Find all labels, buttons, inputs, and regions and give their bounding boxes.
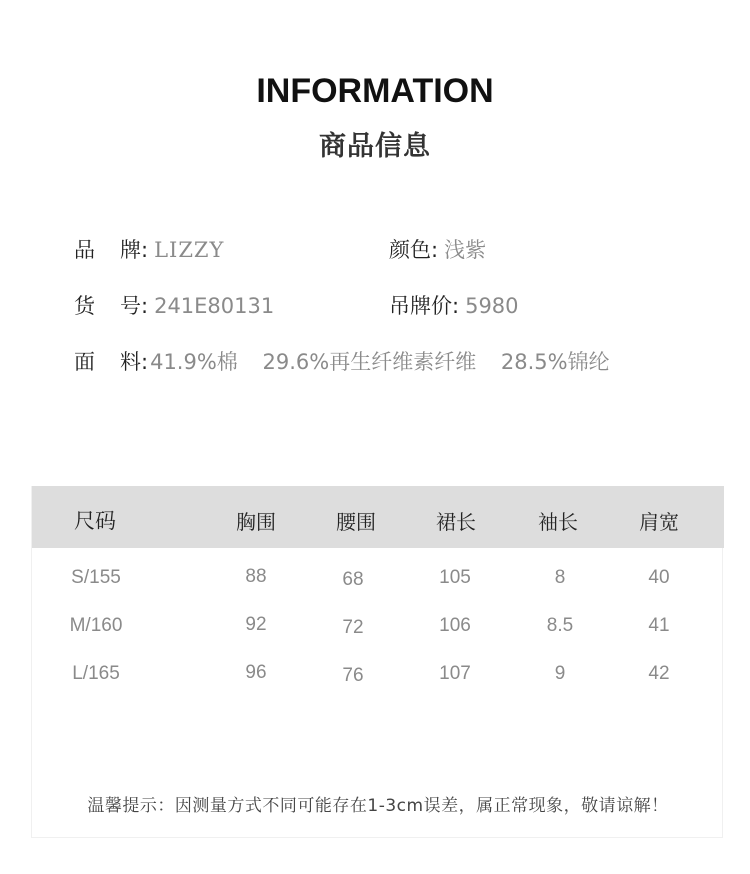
table-cell-waist: 76 [342,665,364,686]
brand-value: LIZZY [154,238,225,262]
measurement-note: 温馨提示：因测量方式不同可能存在1-3cm误差，属正常现象，敬请谅解！ [87,796,669,816]
size-table-header [32,486,724,548]
table-cell-sleeve: 8 [554,567,566,588]
table-cell-shoulder: 42 [648,663,670,684]
info-tag-price [389,290,519,320]
header-bust: 胸围 [236,510,276,534]
table-cell-waist: 72 [342,617,364,638]
header-skirt-length: 裙长 [436,510,476,534]
table-cell-sleeve: 8.5 [546,615,574,636]
size-table [31,486,723,838]
table-cell-sleeve: 9 [554,663,566,684]
table-cell-shoulder: 40 [648,567,670,588]
tag-price-value: 5980 [465,294,519,318]
table-cell-waist: 68 [342,569,364,590]
table-cell-size: S/155 [71,567,121,588]
brand-label-a: 品 [74,238,95,262]
table-cell-skirt: 106 [439,615,471,636]
tag-price-label: 吊牌价: [389,294,460,318]
info-color [389,234,486,264]
table-cell-bust: 92 [245,614,267,635]
fabric-values [150,346,628,376]
fabric-value-cotton: 41.9%棉 [150,350,238,374]
color-label: 颜色: [389,238,439,262]
header-sleeve-length: 袖长 [538,510,578,534]
sku-value: 241E80131 [154,294,275,318]
table-cell-size: L/165 [72,663,120,684]
fabric-label-b: 料: [120,350,149,374]
fabric-value-viscose: 29.6%再生纤维素纤维 [262,350,477,374]
table-cell-skirt: 107 [439,663,471,684]
fabric-label-a: 面 [74,350,95,374]
brand-label-b: 牌: [120,238,149,262]
sku-label-a: 货 [74,294,95,318]
info-sku [74,290,274,320]
header-shoulder-width: 肩宽 [639,510,679,534]
page-title-en: INFORMATION [256,72,494,110]
info-brand [74,234,224,264]
fabric-value-nylon: 28.5%锦纶 [500,350,610,374]
table-cell-bust: 88 [245,566,267,587]
color-value: 浅紫 [444,238,487,262]
table-cell-skirt: 105 [439,567,471,588]
header-size: 尺码 [74,509,116,533]
sku-label-b: 号: [120,294,149,318]
info-fabric [74,346,628,376]
table-cell-size: M/160 [69,615,123,636]
table-cell-shoulder: 41 [648,615,670,636]
page-title-cn: 商品信息 [319,131,431,162]
header-waist: 腰围 [336,510,376,534]
table-cell-bust: 96 [245,662,267,683]
